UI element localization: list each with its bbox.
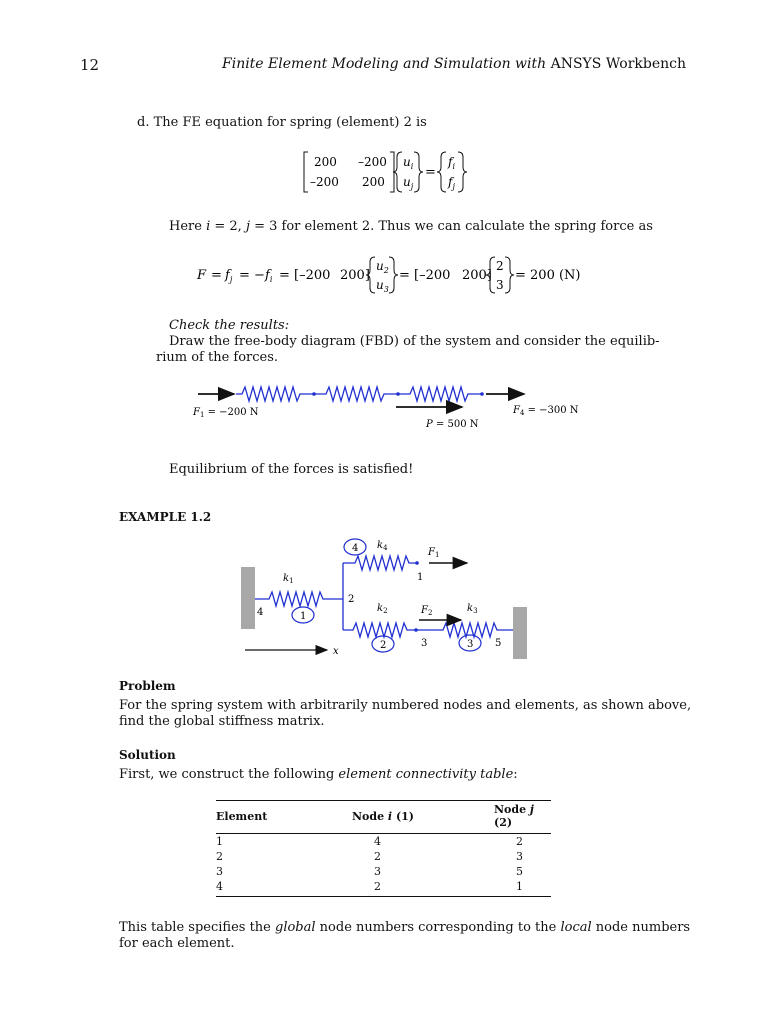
element-connectivity-table [216, 800, 551, 897]
node-2-label: 2 [348, 594, 355, 605]
free-body-diagram [190, 378, 590, 434]
matrix-a22: 200 [362, 175, 385, 189]
running-head-plain: ANSYS Workbench [550, 56, 686, 72]
example-title: EXAMPLE 1.2 [119, 510, 212, 524]
element-1-label: 1 [300, 611, 307, 622]
vec-u-i: $u_i$ [403, 155, 414, 171]
spring-k3 [416, 623, 513, 637]
here-paragraph: Here i = 2, j = 3 for element 2. Thus we can calculate the spring force as [169, 219, 653, 234]
fbd-f4-label: $F_4 = -300$ N [513, 405, 579, 417]
node-5-label: 5 [495, 638, 502, 649]
element-4-label: 4 [352, 543, 359, 554]
element-2-label: 2 [380, 640, 387, 651]
check-line-1: Draw the free-body diagram (FBD) of the system and consider the equilib- [169, 334, 660, 349]
table-row: 1 4 2 [216, 835, 523, 848]
vec-u-j: $u_j$ [403, 175, 414, 191]
k4-label: $k_4$ [377, 540, 388, 552]
f1-label: $F_1$ [428, 547, 440, 559]
k3-label: $k_3$ [467, 603, 478, 615]
right-wall [513, 607, 527, 659]
equilibrium-statement: Equilibrium of the forces is satisfied! [169, 462, 414, 477]
element-3-label: 3 [467, 639, 474, 650]
node-1-label: 1 [417, 572, 424, 583]
problem-heading: Problem [119, 679, 176, 693]
matrix-a12: –200 [358, 155, 387, 169]
fbd-p-label: P = 500 N [426, 419, 479, 430]
svg-text:= [–200: = [–200 [279, 268, 331, 283]
vec-f-i: $f_i$ [448, 155, 456, 171]
svg-text:= −: = − [239, 268, 265, 283]
svg-text:3: 3 [496, 278, 504, 292]
col-node-j: Node j (2) [494, 801, 551, 834]
spring-k4 [343, 556, 417, 570]
node-3-label: 3 [421, 638, 428, 649]
spring-k2 [343, 623, 415, 637]
node-4-label: 4 [257, 607, 264, 618]
f2-label: $F_2$ [421, 605, 433, 617]
svg-text:u3: $u_3$ [376, 278, 389, 294]
page-number: 12 [80, 56, 100, 74]
k1-label: $k_1$ [283, 573, 294, 585]
step-d-text: d. The FE equation for spring (element) 2 is [137, 115, 427, 130]
svg-text:= [–200: = [–200 [399, 268, 451, 283]
x-axis-label: x [333, 646, 339, 657]
fbd-spring-1 [236, 387, 314, 401]
k2-label: $k_2$ [377, 603, 388, 615]
svg-text:200]: 200] [462, 268, 492, 283]
closing-line-2: for each element. [119, 936, 235, 951]
solution-intro: First, we construct the following element connectivity table: [119, 767, 518, 782]
matrix-a11: 200 [314, 155, 337, 169]
svg-text:200]: 200] [340, 268, 370, 283]
check-results-label: Check the results: [169, 318, 290, 333]
svg-text:fj: $f_j$ [225, 268, 233, 284]
svg-text:fi: $f_i$ [265, 268, 273, 284]
svg-text:2: 2 [496, 259, 504, 273]
col-element: Element [216, 801, 352, 834]
check-line-2: rium of the forces. [156, 350, 279, 365]
spring-system-diagram [235, 535, 535, 660]
fe-equals: = [425, 165, 436, 180]
running-head [222, 56, 686, 72]
svg-text:=: = [211, 268, 222, 283]
vec-f-j: $f_j$ [448, 175, 455, 191]
svg-text:= 200 (N): = 200 (N) [515, 268, 581, 283]
matrix-a21: –200 [310, 175, 339, 189]
table-row: 3 3 5 [216, 865, 523, 878]
fbd-spring-2 [314, 387, 398, 401]
svg-text:F: F [197, 268, 207, 283]
col-node-i: Node i (1) [352, 801, 494, 834]
solution-heading: Solution [119, 748, 176, 762]
svg-text:u2: $u_2$ [376, 259, 389, 275]
table-row: 2 2 3 [216, 850, 523, 863]
left-wall [241, 567, 255, 629]
problem-line-1: For the spring system with arbitrarily numbered nodes and elements, as shown above, [119, 698, 692, 713]
table-row: 4 2 1 [216, 879, 551, 897]
closing-line-1: This table specifies the global node numbers corresponding to the local node numbers [119, 920, 691, 935]
problem-line-2: find the global stiffness matrix. [119, 714, 325, 729]
spring-force-equation [195, 253, 585, 297]
fbd-spring-3 [398, 387, 482, 401]
fbd-f1-label: $F_1 = -200$ N [193, 407, 259, 419]
spring-k1 [255, 592, 343, 606]
fe-matrix-equation [300, 148, 480, 196]
running-head-italic: Finite Element Modeling and Simulation with [222, 56, 547, 72]
